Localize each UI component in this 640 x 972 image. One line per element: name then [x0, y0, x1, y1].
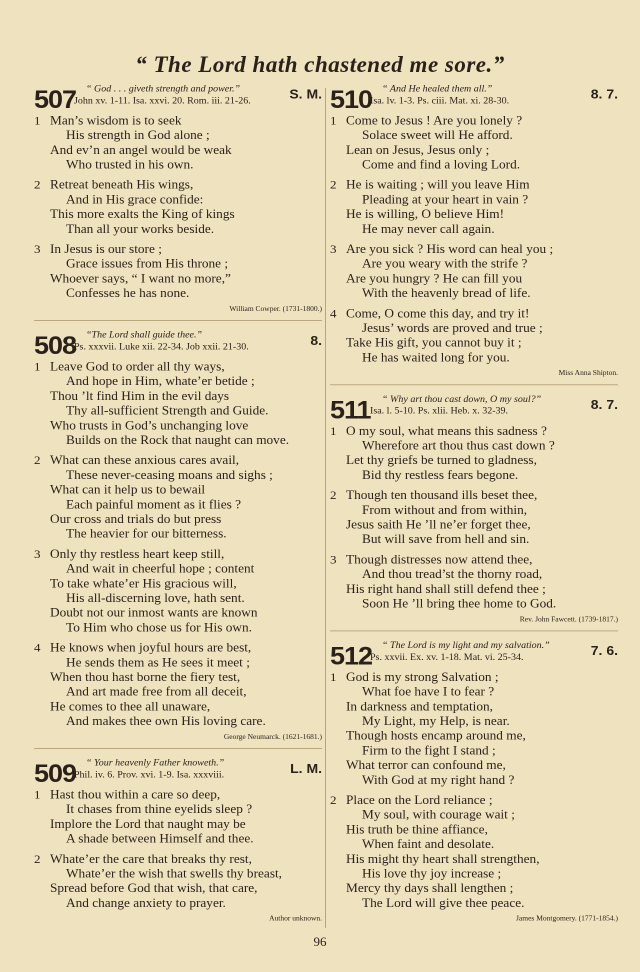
verse-line: Take His gift, you cannot buy it ;: [346, 335, 522, 350]
verse-line: Doubt not our inmost wants are known: [50, 605, 258, 620]
hymn-511: [330, 394, 618, 623]
verse-line: What terror can confound me,: [346, 758, 506, 772]
verse-line: He is waiting ; will you leave Him: [346, 177, 530, 192]
verse-line: When faint and desolate.: [362, 837, 495, 851]
stanza: [330, 113, 618, 172]
verse-line: God is my strong Salvation ;: [346, 669, 499, 684]
stanza-number: 2: [330, 793, 337, 807]
verse-line: Jesus saith He ’ll ne’er forget thee,: [346, 517, 531, 532]
verse-line: Man’s wisdom is to seek: [50, 113, 182, 128]
verse-line: From without and from within,: [362, 502, 528, 517]
verse-line: Confesses he has none.: [66, 286, 190, 300]
verse-line: And ev’n an angel would be weak: [50, 142, 232, 157]
verse-line: He may never call again.: [362, 221, 495, 236]
scripture-references: John xv. 1-11. Isa. xxvi. 20. Rom. iii. 21-26.: [74, 95, 251, 107]
hymn-508: [34, 330, 322, 741]
hymn-separator: [330, 384, 618, 385]
verse-line: Are you sick ? His word can heal you ;: [346, 241, 554, 256]
stanza-number: 3: [34, 241, 41, 256]
verse-line: These never-ceasing moans and sighs ;: [66, 467, 273, 482]
scripture-references: Phil. iv. 6. Prov. xvi. 1-9. Isa. xxxviii.: [74, 770, 225, 781]
verse-line: He sends them as He sees it meet ;: [66, 655, 250, 670]
verse-line: Our cross and trials do but press: [50, 511, 222, 526]
stanza: [34, 360, 322, 448]
hymn-number: 512: [330, 642, 373, 670]
verse-line: Who trusted in his own.: [66, 157, 194, 172]
stanza: [34, 787, 322, 846]
left-column: [34, 84, 322, 928]
verse-line: Solace sweet will He afford.: [362, 128, 513, 142]
stanza-number: 2: [34, 177, 41, 192]
verse-line: This more exalts the King of kings: [50, 207, 235, 221]
stanza: [330, 670, 618, 788]
verse-line: Come, O come this day, and try it!: [346, 306, 530, 321]
verse-line: He comes to thee all unaware,: [50, 699, 211, 714]
verse-line: The heavier for our bitterness.: [66, 526, 227, 541]
hymn-header: [34, 330, 322, 359]
verse-line: Than all your works beside.: [66, 221, 215, 236]
verse-line: It chases from thine eyelids sleep ?: [66, 802, 253, 816]
stanza: [34, 242, 322, 301]
verse-line: And makes thee own His loving care.: [66, 714, 266, 728]
scripture-references: Isa. l. 5-10. Ps. xlii. Heb. x. 32-39.: [370, 406, 509, 417]
verse-line: Thy all-sufficient Strength and Guide.: [66, 403, 269, 418]
hymn-separator: [34, 748, 322, 749]
verse-line: Each painful moment as it flies ?: [66, 497, 242, 512]
verse-line: Whoever says, “ I want no more,”: [50, 271, 231, 286]
verse-line: Wherefore art thou thus cast down ?: [362, 438, 555, 453]
stanza: [330, 306, 618, 365]
verse-line: Place on the Lord reliance ;: [346, 793, 493, 807]
stanza-number: 1: [34, 787, 41, 802]
verse-line: And hope in Him, whate’er betide ;: [66, 374, 255, 388]
verse-line: And change anxiety to prayer.: [66, 895, 226, 910]
verse-line: Come to Jesus ! Are you lonely ?: [346, 113, 523, 128]
verse-line: To Him who chose us for His own.: [66, 620, 252, 635]
verse-line: His might thy heart shall strengthen,: [346, 851, 540, 866]
verse-line: Are you weary with the strife ?: [362, 256, 528, 271]
verse-line: His love thy joy increase ;: [362, 866, 502, 881]
hymn-meter: S. M.: [289, 86, 322, 102]
hymn-author: Rev. John Fawcett. (1739-1817.): [519, 614, 618, 624]
verse-line: His truth be thine affiance,: [346, 822, 488, 837]
hymn-509: [34, 758, 322, 922]
hymn-meter: 8.: [310, 332, 322, 348]
hymn-number: 509: [34, 759, 77, 788]
verse-line: Are you hungry ? He can fill you: [346, 271, 523, 286]
verse-line: His strength in God alone ;: [66, 128, 210, 142]
hymn-header: [34, 84, 322, 113]
verse-line: With God at my right hand ?: [362, 772, 515, 787]
stanza: [34, 453, 322, 541]
page-title: “ The Lord hath chastened me sore.”: [135, 52, 505, 77]
verse-line: Spread before God that wish, that care,: [50, 881, 258, 895]
verse-line: Jesus’ words are proved and true ;: [362, 320, 543, 335]
verse-line: Lean on Jesus, Jesus only ;: [346, 142, 490, 157]
hymn-subtitle: “ The Lord is my light and my salvation.”: [382, 640, 550, 651]
hymn-number: 507: [34, 85, 77, 114]
stanza-number: 1: [330, 669, 337, 684]
scripture-references: Ps. xxvii. Ex. xv. 1-18. Mat. vi. 25-34.: [370, 652, 524, 663]
scripture-references: Ps. xxxvii. Luke xii. 22-34. Job xxii. 21-30.: [74, 342, 249, 353]
verse-line: He knows when joyful hours are best,: [50, 640, 252, 655]
stanza-number: 4: [330, 306, 337, 321]
right-column: [330, 84, 618, 928]
verse-line: Leave God to order all thy ways,: [50, 359, 225, 374]
hymn-subtitle: “ Your heavenly Father knoweth.”: [86, 758, 225, 769]
hymn-meter: 8. 7.: [590, 86, 618, 102]
stanza: [330, 424, 618, 483]
verse-line: Retreat beneath His wings,: [50, 177, 194, 192]
stanza-number: 2: [34, 851, 41, 866]
stanza-number: 3: [330, 241, 337, 256]
hymn-507: [34, 84, 322, 313]
verse-line: Though distresses now attend thee,: [346, 552, 533, 567]
hymn-header: [330, 84, 618, 113]
verse-line: To take whate’er His gracious will,: [50, 576, 237, 591]
stanza: [330, 178, 618, 237]
stanza-number: 3: [330, 552, 337, 567]
verse-line: Though hosts encamp around me,: [346, 728, 526, 743]
hymn-number: 508: [34, 331, 77, 360]
verse-line: Let thy griefs be turned to gladness,: [346, 453, 537, 467]
stanza: [330, 488, 618, 547]
verse-line: He is willing, O believe Him!: [346, 207, 505, 221]
verse-line: But will save from hell and sin.: [362, 532, 530, 546]
stanza-number: 1: [330, 423, 337, 438]
verse-line: Thou ’lt find Him in the evil days: [50, 388, 230, 403]
stanza: [330, 793, 618, 911]
stanza-number: 2: [330, 177, 337, 192]
verse-line: And wait in cheerful hope ; content: [66, 561, 255, 576]
verse-line: Whate’er the wish that swells thy breast,: [66, 866, 283, 881]
verse-line: Pleading at your heart in vain ?: [362, 192, 529, 207]
hymn-subtitle: “ And He healed them all.”: [382, 84, 493, 95]
verse-line: And in His grace confide:: [66, 192, 204, 207]
stanza-number: 1: [34, 113, 41, 128]
verse-line: Who trusts in God’s unchanging love: [50, 418, 249, 433]
hymn-author: George Neumarck. (1621-1681.): [223, 732, 322, 741]
hymn-separator: [330, 630, 618, 631]
hymn-meter: 7. 6.: [590, 643, 618, 658]
verse-line: What foe have I to fear ?: [362, 684, 495, 699]
stanza-number: 4: [34, 640, 41, 655]
stanza-number: 1: [34, 359, 41, 374]
hymn-author: James Montgomery. (1771-1854.): [516, 914, 618, 923]
verse-line: Only thy restless heart keep still,: [50, 546, 225, 561]
hymn-separator: [34, 320, 322, 321]
verse-line: With the heavenly bread of life.: [362, 286, 531, 300]
verse-line: What can these anxious cares avail,: [50, 453, 240, 467]
hymn-header: [34, 758, 322, 787]
stanza-number: 2: [34, 453, 41, 467]
stanza: [34, 178, 322, 237]
verse-line: Hast thou within a care so deep,: [50, 787, 221, 802]
column-divider: [325, 88, 326, 928]
stanza-number: 3: [34, 546, 41, 561]
hymn-subtitle: “The Lord shall guide thee.”: [86, 330, 203, 341]
verse-line: Builds on the Rock that naught can move.: [66, 432, 290, 447]
verse-line: Though ten thousand ills beset thee,: [346, 488, 538, 502]
hymn-number: 511: [330, 396, 371, 424]
stanza-number: 2: [330, 488, 337, 502]
verse-line: A shade between Himself and thee.: [66, 831, 254, 846]
verse-line: O my soul, what means this sadness ?: [346, 423, 547, 438]
hymn-author: Author unknown.: [269, 914, 322, 923]
hymn-number: 510: [330, 85, 373, 114]
verse-line: My soul, with courage wait ;: [362, 807, 515, 822]
verse-line: Soon He ’ll bring thee home to God.: [362, 596, 557, 611]
verse-line: And thou tread’st the thorny road,: [362, 567, 543, 581]
verse-line: Grace issues from His throne ;: [66, 256, 229, 271]
verse-line: The Lord will give thee peace.: [362, 895, 525, 910]
verse-line: In darkness and temptation,: [346, 699, 493, 714]
hymn-meter: L. M.: [290, 760, 322, 776]
verse-line: When thou hast borne the fiery test,: [50, 669, 241, 684]
verse-line: Implore the Lord that naught may be: [50, 816, 246, 831]
scripture-references: Isa. lv. 1-3. Ps. ciii. Mat. xi. 28-30.: [370, 95, 510, 107]
hymn-subtitle: “ Why art thou cast down, O my soul?”: [382, 394, 542, 405]
hymn-subtitle: “ God . . . giveth strength and power.”: [86, 84, 241, 95]
verse-line: Bid thy restless fears begone.: [362, 467, 519, 482]
stanza: [330, 552, 618, 611]
hymn-header: [330, 641, 618, 670]
verse-line: And art made free from all deceit,: [66, 684, 247, 699]
hymn-header: [330, 394, 618, 423]
stanza: [34, 852, 322, 911]
verse-line: My Light, my Help, is near.: [362, 714, 510, 728]
stanza-number: 1: [330, 113, 337, 128]
verse-line: Mercy thy days shall lengthen ;: [346, 881, 514, 895]
hymn-510: [330, 84, 618, 377]
hymn-512: [330, 641, 618, 923]
hymn-author: Miss Anna Shipton.: [558, 368, 618, 377]
hymn-meter: 8. 7.: [590, 397, 618, 412]
verse-line: Come and find a loving Lord.: [362, 157, 521, 172]
verse-line: Whate’er the care that breaks thy rest,: [50, 851, 252, 866]
page-number: 96: [313, 934, 327, 949]
stanza: [34, 113, 322, 172]
verse-line: In Jesus is our store ;: [50, 241, 162, 256]
verse-line: He has waited long for you.: [362, 350, 510, 365]
stanza: [330, 242, 618, 301]
verse-line: Firm to the fight I stand ;: [362, 743, 496, 758]
verse-line: What can it help us to bewail: [50, 482, 206, 497]
verse-line: His all-discerning love, hath sent.: [66, 590, 245, 605]
verse-line: His right hand shall still defend thee ;: [346, 581, 546, 596]
hymn-author: William Cowper. (1731-1800.): [229, 304, 322, 313]
stanza: [34, 641, 322, 729]
stanza: [34, 547, 322, 635]
